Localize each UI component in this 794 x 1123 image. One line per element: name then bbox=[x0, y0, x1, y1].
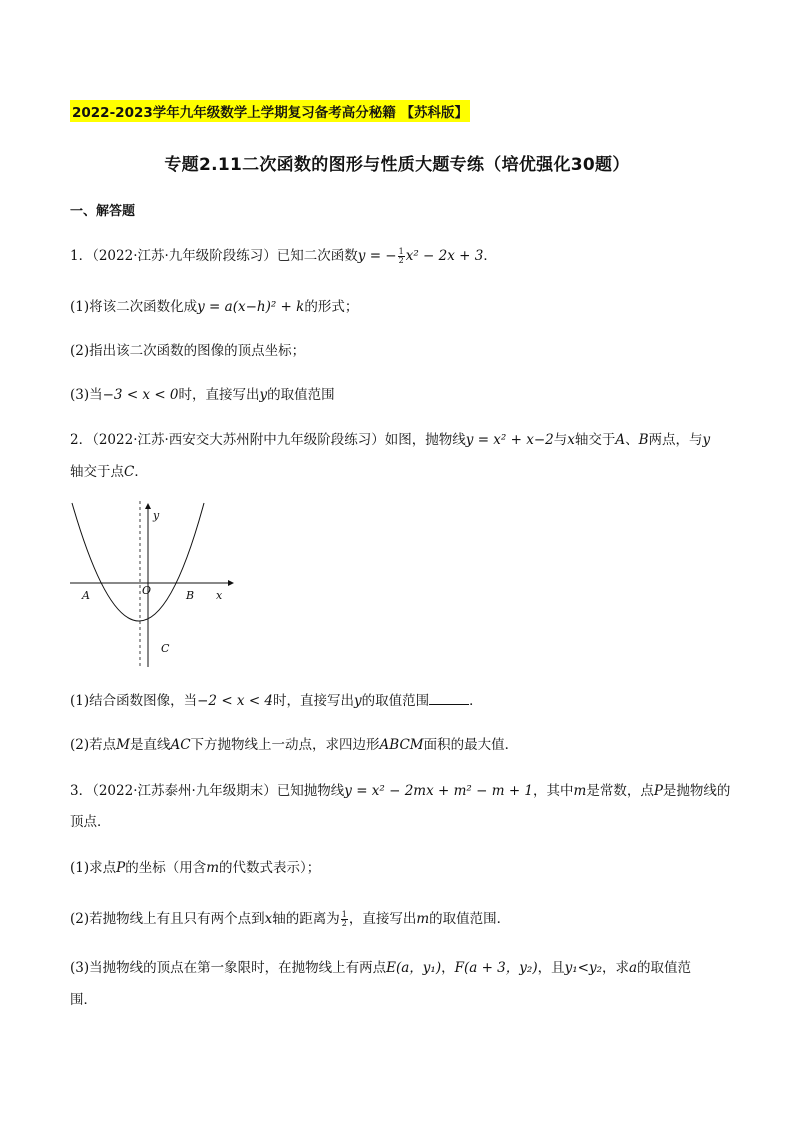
series-banner: 2022-2023学年九年级数学上学期复习备考高分秘籍 【苏科版】 bbox=[70, 100, 470, 122]
q2-part1: (1)结合函数图像，当−2 < x < 4时，直接写出y的取值范围 ． bbox=[70, 693, 483, 709]
origin-label: O bbox=[142, 584, 152, 597]
q1-part1: (1)将该二次函数化成y = a(x−h)² + k的形式； bbox=[70, 299, 359, 315]
q1-fraction: $\frac{1}{2}$ bbox=[398, 247, 404, 265]
parabola-figure bbox=[60, 495, 240, 675]
point-c-label: C bbox=[161, 642, 170, 655]
q3-part3-cont: 围． bbox=[70, 992, 97, 1008]
y-axis-arrow-icon bbox=[145, 503, 151, 509]
y-axis-label: y bbox=[153, 509, 160, 522]
q3-part3: (3)当抛物线的顶点在第一象限时，在抛物线上有两点E(a，y₁)，F(a + 3，y₂)，且y₁<y₂，求a的取值范 bbox=[70, 960, 692, 976]
q3-fraction: $\frac{1}{2}$ bbox=[341, 910, 347, 928]
q3-part1: (1)求点P的坐标（用含m的代数式表示）； bbox=[70, 860, 321, 876]
answer-blank[interactable] bbox=[429, 691, 469, 705]
point-a-label: A bbox=[82, 589, 90, 602]
point-b-label: B bbox=[186, 589, 195, 602]
q2-stem-line2: 轴交于点C． bbox=[70, 464, 148, 480]
q3-stem-line2: 顶点． bbox=[70, 814, 111, 830]
x-axis-label: x bbox=[216, 589, 223, 602]
q3-part2: (2)若抛物线上有且只有两个点到x轴的距离为 $\frac{1}{2}$ ，直接写出m的取值范围． bbox=[70, 910, 511, 928]
q1-part2: (2)指出该二次函数的图像的顶点坐标； bbox=[70, 343, 306, 359]
x-axis-arrow-icon bbox=[228, 580, 234, 586]
q2-stem-line1: 2．（2022·江苏·西安交大苏州附中九年级阶段练习）如图，抛物线y = x² + x−2与x轴交于A、B两点，与y bbox=[70, 432, 711, 448]
q1-part3: (3)当−3 < x < 0时，直接写出y的取值范围 bbox=[70, 387, 335, 403]
section-heading: 一、解答题 bbox=[70, 204, 136, 219]
parabola-curve bbox=[72, 503, 204, 621]
q1-stem: 1．（2022·江苏·九年级阶段练习）已知二次函数y = − $\frac{1}{2}$ x² − 2x + 3． bbox=[70, 247, 497, 265]
page-title: 专题2.11二次函数的图形与性质大题专练（培优强化30题） bbox=[164, 155, 630, 175]
q3-stem-line1: 3．（2022·江苏泰州·九年级期末）已知抛物线y = x² − 2mx + m² − m + 1，其中m是常数，点P是抛物线的 bbox=[70, 783, 731, 799]
q2-part2: (2)若点M是直线AC下方抛物线上一动点，求四边形ABCM面积的最大值． bbox=[70, 737, 519, 753]
